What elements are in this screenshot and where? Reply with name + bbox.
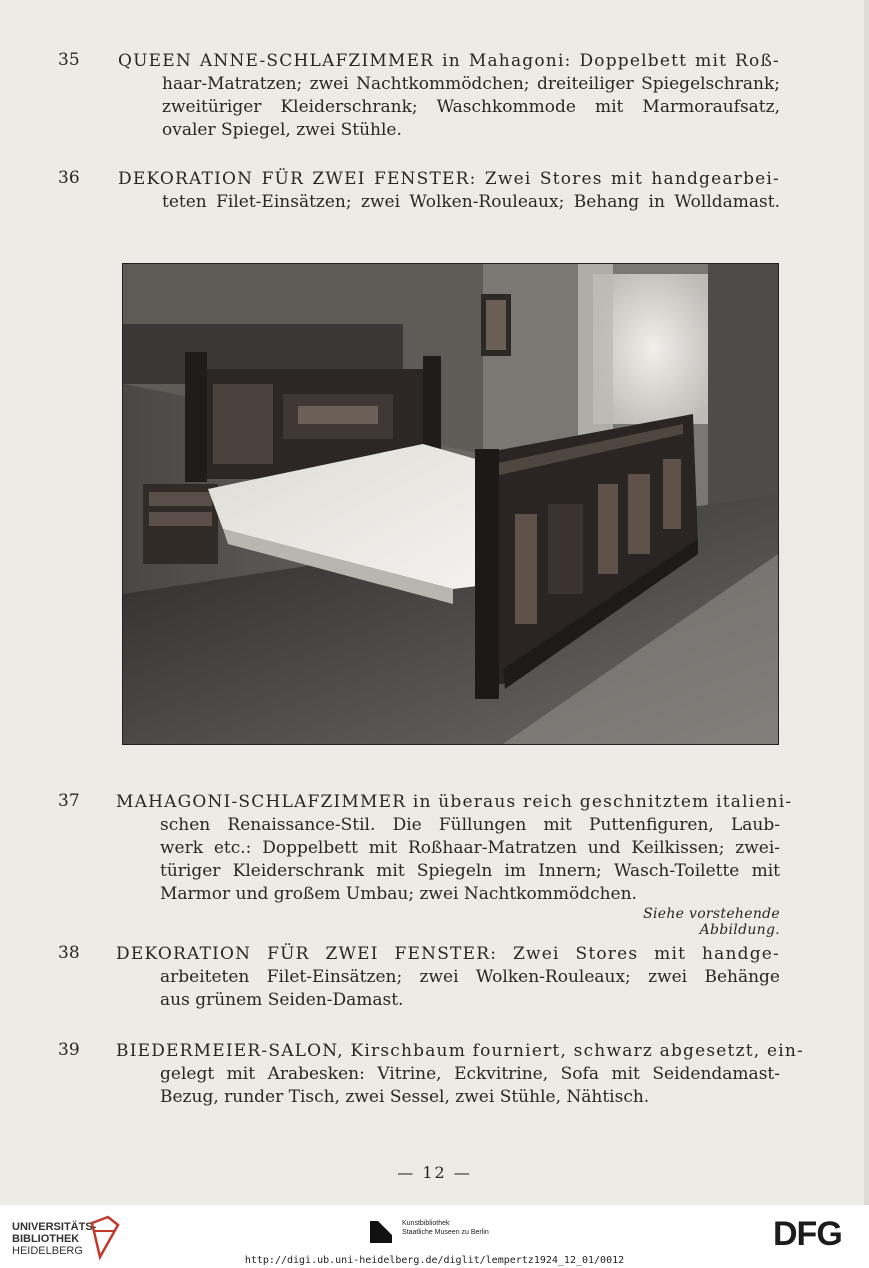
entry-number: 36 [58, 168, 80, 188]
source-url[interactable]: http://digi.ub.uni-heidelberg.de/diglit/lempertz1924_12_01/0012 [244, 1255, 625, 1266]
entry-number: 39 [58, 1040, 80, 1060]
dfg-logo[interactable]: DFG [773, 1215, 842, 1253]
entry-line: gelegt mit Arabesken: Vitrine, Eckvitrine, Sofa mit Seidendamast- [160, 1064, 780, 1084]
bedroom-photo-illustration [123, 264, 778, 744]
entry-line: DEKORATION FÜR ZWEI FENSTER: Zwei Stores mit handge- [116, 944, 780, 964]
entry-line: DEKORATION FÜR ZWEI FENSTER: Zwei Stores mit handgearbei- [118, 169, 780, 189]
entry-line: MAHAGONI-SCHLAFZIMMER in überaus reich geschnitztem italieni- [116, 792, 793, 812]
entry-line: QUEEN ANNE-SCHLAFZIMMER in Mahagoni: Doppelbett mit Roß- [118, 51, 780, 71]
entry-line: zweitüriger Kleiderschrank; Waschkommode mit Marmoraufsatz, [162, 97, 780, 117]
entry-line: arbeiteten Filet-Einsätzen; zwei Wolken-Rouleaux; zwei Behänge [160, 967, 780, 987]
entry-line: teten Filet-Einsätzen; zwei Wolken-Rouleaux; Behang in Wolldamast. [162, 192, 780, 212]
page-edge [864, 0, 869, 1205]
kb-name: Kunstbibliothek [402, 1220, 450, 1227]
page-number: — 12 — [397, 1163, 472, 1182]
entry-line: schen Renaissance-Stil. Die Füllungen mit Puttenfiguren, Laub- [160, 815, 780, 835]
kb-subtitle: Staatliche Museen zu Berlin [402, 1229, 489, 1236]
entry-number: 35 [58, 50, 80, 70]
figure-reference-caption: Siehe vorstehende Abbildung. [643, 906, 780, 938]
entry-line: werk etc.: Doppelbett mit Roßhaar-Matratzen und Keilkissen; zwei- [160, 838, 780, 858]
entry-line: Marmor und großem Umbau; zwei Nachtkommödchen. [160, 884, 637, 904]
entry-line: ovaler Spiegel, zwei Stühle. [162, 120, 402, 140]
entry-line: BIEDERMEIER-SALON, Kirschbaum fourniert, schwarz abgesetzt, ein- [116, 1041, 804, 1061]
entry-number: 38 [58, 943, 80, 963]
library-name-line: HEIDELBERG [12, 1245, 83, 1257]
entry-line: Bezug, runder Tisch, zwei Sessel, zwei Stühle, Nähtisch. [160, 1087, 650, 1107]
kunstbibliothek-mark-icon [370, 1221, 392, 1243]
university-library-logo[interactable] [12, 1221, 96, 1257]
bedroom-photograph [122, 263, 779, 745]
entry-line: haar-Matratzen; zwei Nachtkommödchen; dreiteiliger Spiegelschrank; [162, 74, 780, 94]
library-name-line: BIBLIOTHEK [12, 1233, 80, 1245]
entry-line: aus grünem Seiden-Damast. [160, 990, 404, 1010]
entry-line: türiger Kleiderschrank mit Spiegeln im Innern; Wasch-Toilette mit [160, 861, 780, 881]
entry-number: 37 [58, 791, 80, 811]
library-name-line: UNIVERSITÄTS- [12, 1221, 97, 1233]
